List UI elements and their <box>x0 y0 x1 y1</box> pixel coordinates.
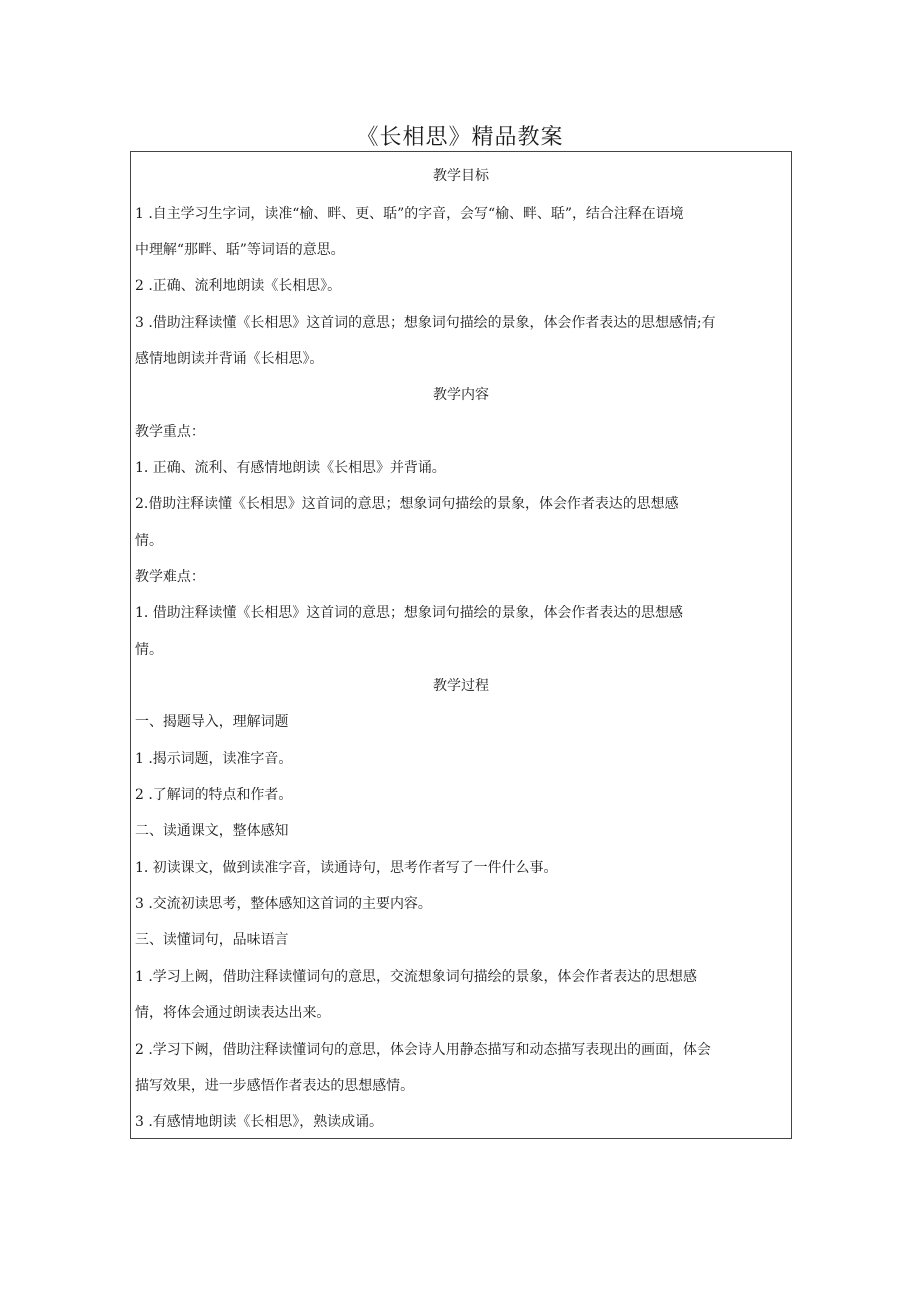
section-heading-goals: 教学目标 <box>433 168 489 184</box>
content-line: 情。 <box>135 642 163 658</box>
process-line: 2 .学习下阙，借助注释读懂词句的意思，体会诗人用静态描写和动态描写表现出的画面，体会 <box>135 1042 711 1058</box>
document-title: 《长相思》精品教案 <box>356 125 564 150</box>
process-line: 1 .学习上阙，借助注释读懂词句的意思，交流想象词句描绘的景象，体会作者表达的思想感 <box>135 969 697 985</box>
content-line: 1. 正确、流利、有感情地朗读《长相思》并背诵。 <box>135 460 446 476</box>
process-line: 1 .揭示词题，读准字音。 <box>135 751 293 767</box>
goal-line: 1 .自主学习生字词，读准“榆、畔、更、聒”的字音，会写“榆、畔、聒”，结合注释在语境 <box>135 206 684 222</box>
content-line: 教学难点： <box>135 569 205 585</box>
process-line: 3 .有感情地朗读《长相思》，熟读成诵。 <box>135 1114 383 1130</box>
goal-line: 感情地朗读并背诵《长相思》。 <box>135 351 324 367</box>
process-line: 2 .了解词的特点和作者。 <box>135 787 293 803</box>
content-line: 2.借助注释读懂《长相思》这首词的意思；想象词句描绘的景象，体会作者表达的思想感 <box>135 496 679 512</box>
section-heading-content: 教学内容 <box>433 387 489 403</box>
goal-line: 中理解“那畔、聒”等词语的意思。 <box>135 242 345 258</box>
goal-line: 2 .正确、流利地朗读《长相思》。 <box>135 278 342 294</box>
process-line: 一、揭题导入，理解词题 <box>135 714 289 730</box>
content-line: 情。 <box>135 533 163 549</box>
process-line: 情，将体会通过朗读表达出来。 <box>135 1005 331 1021</box>
process-line: 二、读通课文，整体感知 <box>135 823 289 839</box>
process-line: 描写效果，进一步感悟作者表达的思想感情。 <box>135 1078 415 1094</box>
process-line: 3 .交流初读思考，整体感知这首词的主要内容。 <box>135 896 432 912</box>
process-line: 三、读懂词句，品味语言 <box>135 932 289 948</box>
goal-line: 3 .借助注释读懂《长相思》这首词的意思；想象词句描绘的景象，体会作者表达的思想感情;有 <box>135 315 716 331</box>
content-line: 1. 借助注释读懂《长相思》这首词的意思；想象词句描绘的景象，体会作者表达的思想感 <box>135 605 683 621</box>
section-heading-process: 教学过程 <box>433 678 489 694</box>
process-line: 1. 初读课文，做到读准字音，读通诗句，思考作者写了一件什么事。 <box>135 860 558 876</box>
content-line: 教学重点： <box>135 424 205 440</box>
